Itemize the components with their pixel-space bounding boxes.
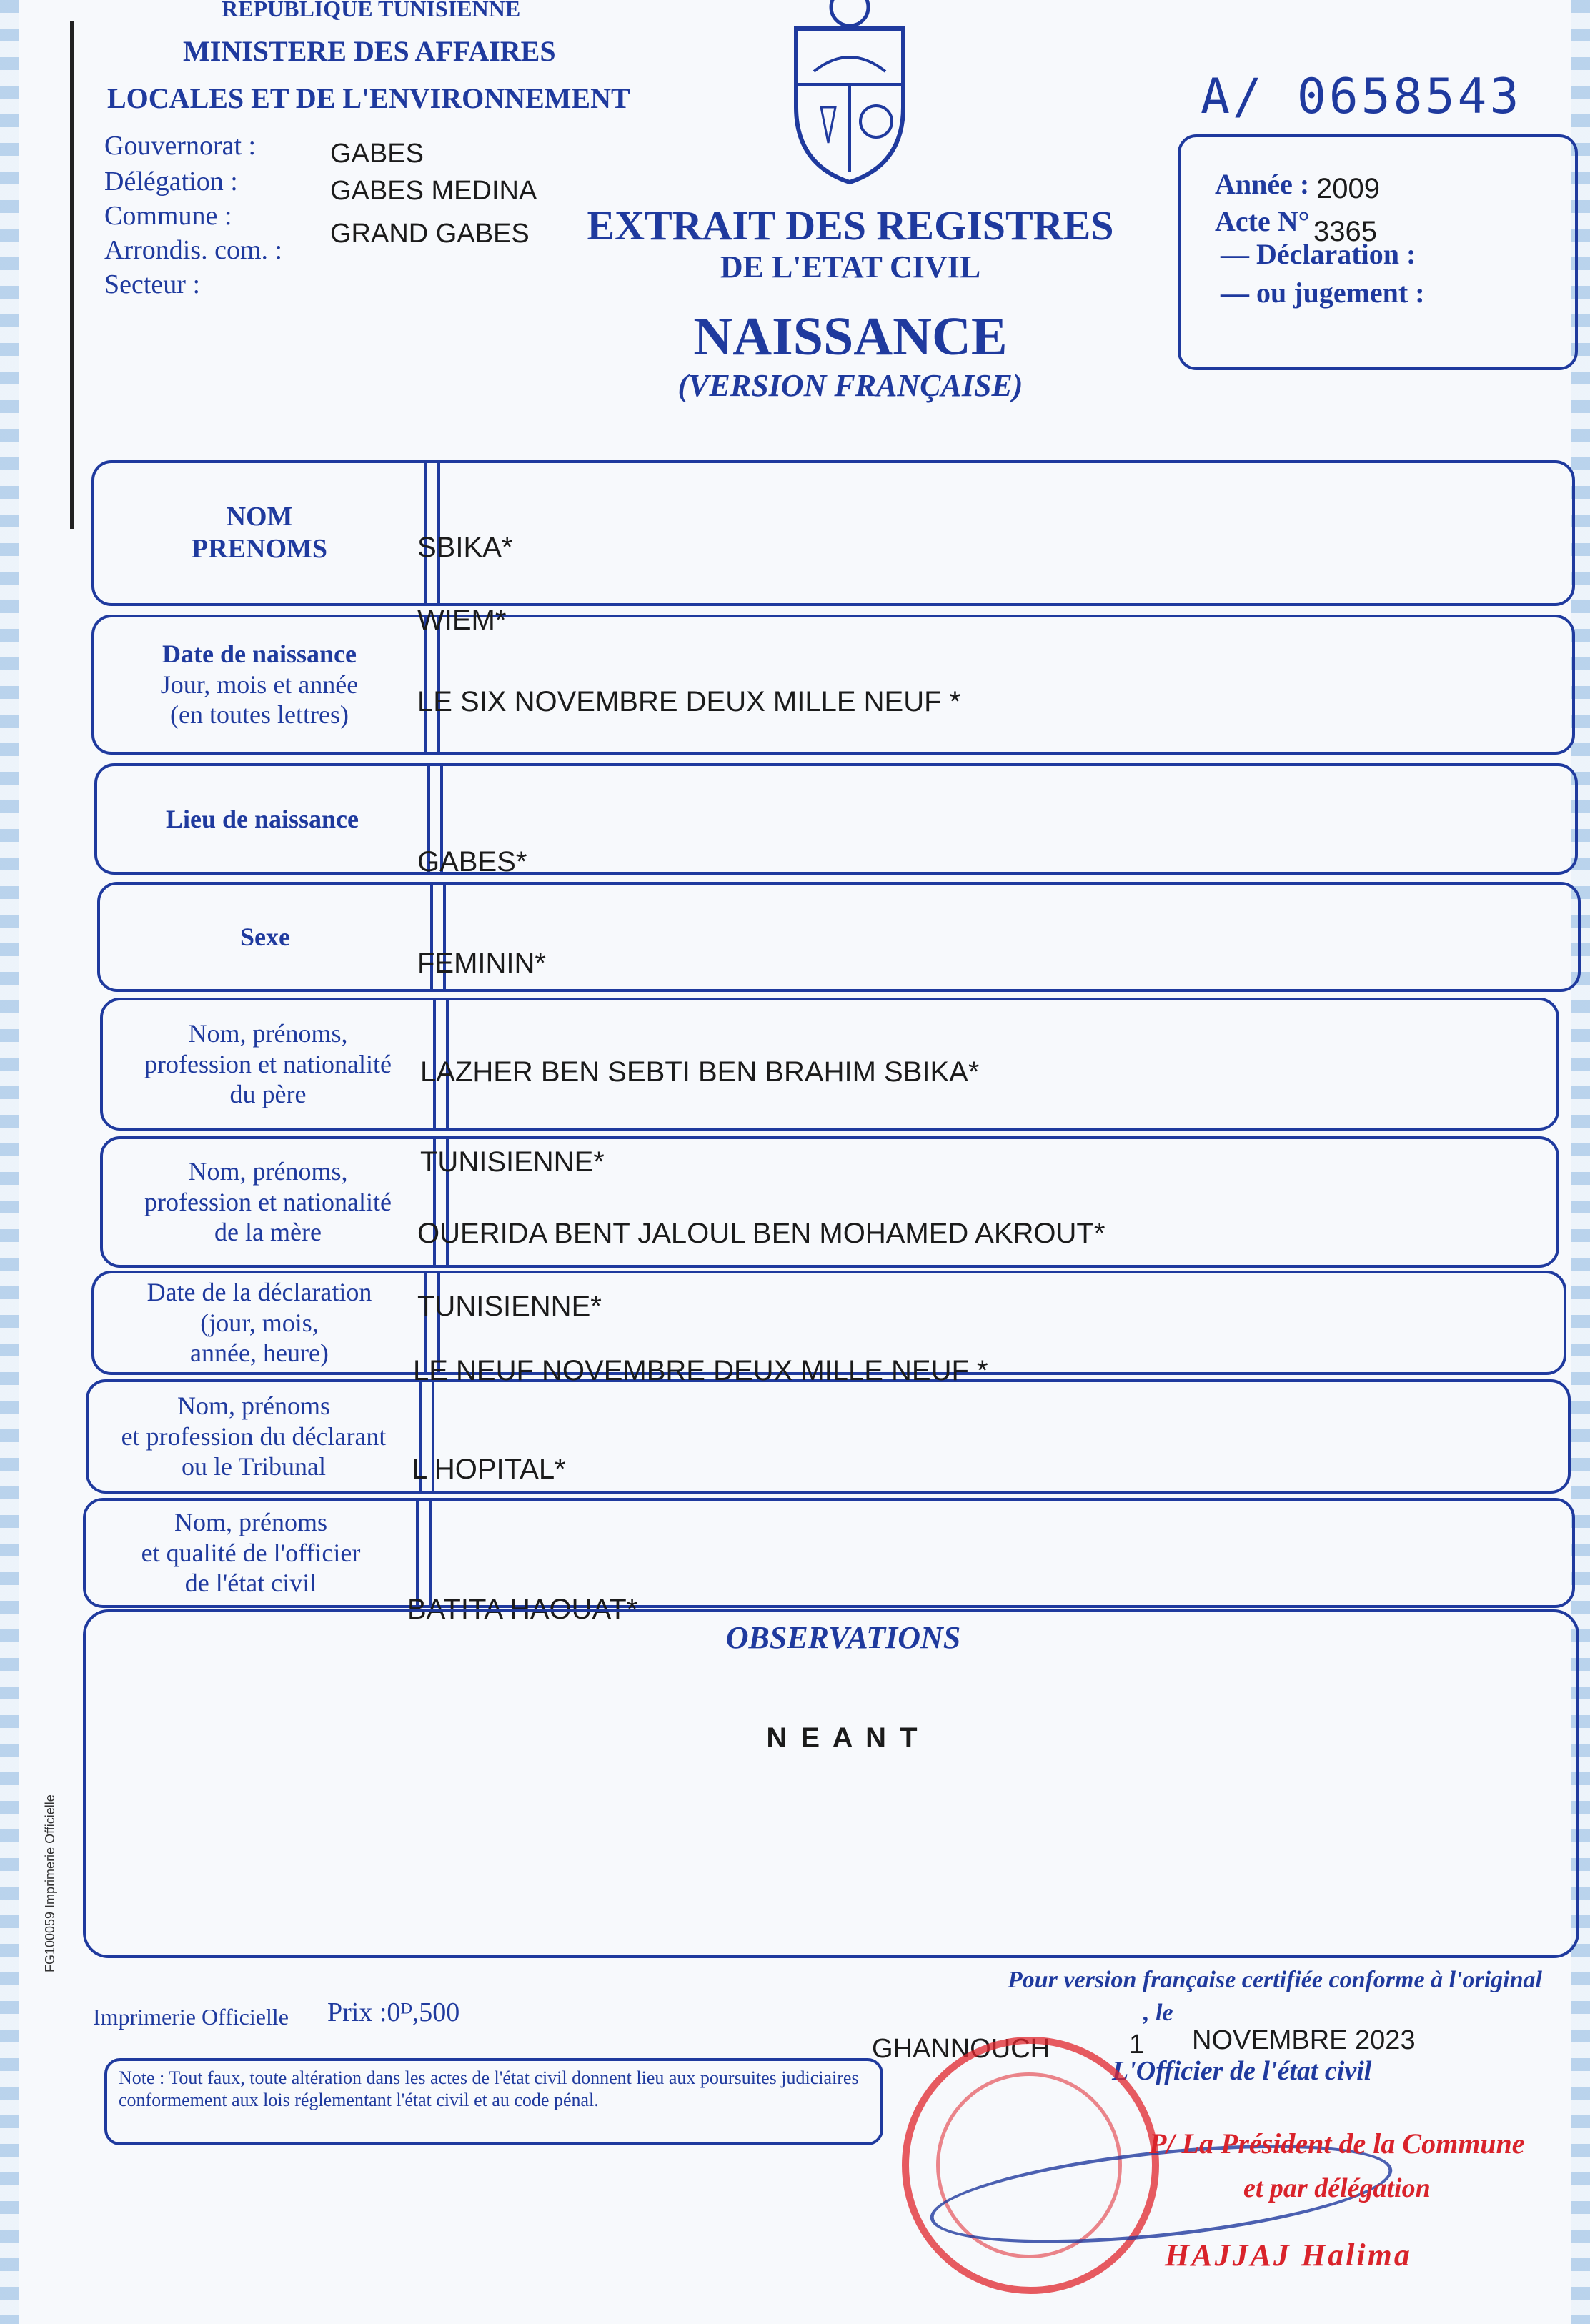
label-mere-3: de la mère — [214, 1218, 322, 1247]
observations-title: OBSERVATIONS — [725, 1620, 961, 1655]
row-label — [86, 1501, 416, 1605]
officer-title: L'Officier de l'état civil — [1112, 2056, 1372, 2086]
row-label — [94, 1273, 424, 1372]
row-date-naissance — [91, 615, 1575, 755]
entry-lieu: GABES* — [417, 846, 527, 878]
entry-pere: LAZHER BEN SEBTI BEN BRAHIM SBIKA* — [420, 1056, 980, 1088]
row-label — [103, 1000, 433, 1128]
entry-declarant: L HOPITAL* — [412, 1454, 566, 1485]
certified-statement: Pour version française certifiée conforme à l'original — [1008, 1967, 1542, 1993]
doc-title-version: (VERSION FRANÇAISE) — [677, 368, 1023, 403]
row-sexe — [97, 882, 1581, 992]
field-value-delegation: GABES MEDINA — [330, 176, 537, 206]
label-officier-2: et qualité de l'officier — [141, 1538, 361, 1567]
label-jour-mois: Jour, mois et année — [160, 670, 359, 699]
entry-nom: SBIKA* — [417, 532, 513, 563]
field-label-arrondissement: Arrondis. com. : — [104, 235, 283, 265]
label-en-lettres: (en toutes lettres) — [170, 700, 349, 730]
field-label-gouvernorat: Gouvernorat : — [104, 131, 257, 161]
label-declarant-1: Nom, prénoms — [177, 1391, 330, 1421]
doc-title-line-1: EXTRAIT DES REGISTRES — [587, 202, 1114, 249]
coat-of-arms-emblem — [782, 0, 918, 186]
legal-note: Note : Tout faux, toute altération dans les actes de l'état civil donnent lieu aux poursuites judiciaires conformement aux lois réglementant l'état civil et au code pénal. — [104, 2058, 883, 2145]
observations-value: N E A N T — [766, 1722, 920, 1754]
sign-name: HAJJAJ Halima — [1165, 2238, 1412, 2273]
side-printer-code: FG100059 Imprimerie Officielle — [43, 1794, 57, 1972]
date-le: , le — [1143, 2000, 1173, 2026]
row-label — [100, 885, 430, 989]
label-officier-3: de l'état civil — [184, 1569, 317, 1598]
field-label-commune: Commune : — [104, 201, 232, 231]
label-declaration-2: (jour, mois, — [200, 1308, 319, 1337]
year-label: Année : — [1215, 168, 1310, 200]
year-value: 2009 — [1316, 173, 1380, 204]
republic-title: REPUBLIQUE TUNISIENNE — [222, 0, 521, 21]
label-declaration-1: Date de la déclaration — [146, 1278, 372, 1307]
field-value-commune: GRAND GABES — [330, 219, 530, 249]
label-declaration-3: année, heure) — [190, 1339, 329, 1368]
page-edge-left — [0, 0, 19, 2324]
act-label: Acte N° — [1215, 205, 1310, 237]
label-prenoms: PRENOMS — [192, 534, 327, 564]
registry-box — [1178, 134, 1578, 370]
entry-sexe: FEMININ* — [417, 948, 546, 979]
observations-box — [83, 1609, 1579, 1958]
margin-rule — [70, 21, 74, 529]
row-label — [97, 766, 427, 872]
label-pere-2: profession et nationalité — [144, 1049, 392, 1078]
field-value-gouvernorat: GABES — [330, 139, 424, 169]
row-label — [94, 463, 424, 603]
entry-mere: OUERIDA BENT JALOUL BEN MOHAMED AKROUT* — [417, 1218, 1105, 1249]
row-divider — [424, 617, 440, 752]
declaration-label: — Déclaration : — [1221, 238, 1416, 270]
label-officier-1: Nom, prénoms — [174, 1508, 327, 1537]
label-date-naissance: Date de naissance — [162, 640, 357, 669]
entry-pere-nationalite: TUNISIENNE* — [420, 1146, 605, 1178]
entry-date-declaration: LE NEUF NOVEMBRE DEUX MILLE NEUF * — [413, 1355, 988, 1386]
field-label-secteur: Secteur : — [104, 269, 201, 299]
act-value: 3365 — [1313, 216, 1377, 247]
entry-date-naissance: LE SIX NOVEMBRE DEUX MILLE NEUF * — [417, 686, 961, 717]
label-pere-3: du père — [229, 1080, 307, 1109]
entry-prenom: WIEM* — [417, 605, 507, 636]
date-day: 1 — [1129, 2030, 1145, 2060]
label-mere-2: profession et nationalité — [144, 1187, 392, 1216]
label-mere-1: Nom, prénoms, — [188, 1157, 348, 1186]
doc-title-naissance: NAISSANCE — [693, 307, 1008, 367]
label-pere-1: Nom, prénoms, — [188, 1019, 348, 1048]
date-month-year: NOVEMBRE 2023 — [1192, 2025, 1416, 2055]
label-sexe: Sexe — [240, 922, 290, 951]
entry-mere-nationalite: TUNISIENNE* — [417, 1291, 602, 1322]
row-lieu-naissance — [94, 763, 1578, 875]
label-lieu: Lieu de naissance — [165, 804, 359, 833]
sign-delegation: et par délégation — [1243, 2173, 1431, 2203]
row-label — [103, 1139, 433, 1265]
row-label — [94, 617, 424, 752]
label-declarant-3: ou le Tribunal — [181, 1452, 327, 1481]
row-officier — [83, 1498, 1575, 1608]
label-declarant-2: et profession du déclarant — [121, 1421, 387, 1451]
row-declarant — [86, 1379, 1571, 1494]
label-nom: NOM — [226, 502, 293, 532]
price-label: Prix :0ᴰ,500 — [327, 1997, 460, 2027]
ministry-line-2: LOCALES ET DE L'ENVIRONNEMENT — [107, 82, 630, 114]
ministry-line-1: MINISTERE DES AFFAIRES — [183, 35, 556, 67]
serial-number: A/ 0658543 — [1201, 69, 1522, 125]
judgement-label: — ou jugement : — [1221, 277, 1425, 309]
row-divider — [416, 1501, 432, 1605]
place-name: GHANNOUCH — [872, 2034, 1050, 2064]
doc-title-line-2: DE L'ETAT CIVIL — [720, 249, 981, 284]
entry-officier: BATITA HAOUAT* — [407, 1594, 638, 1625]
row-nom-prenoms — [91, 460, 1575, 606]
sign-president: P/ La Président de la Commune — [1149, 2127, 1525, 2160]
field-label-delegation: Délégation : — [104, 167, 238, 197]
printer-label: Imprimerie Officielle — [93, 2004, 289, 2030]
row-label — [89, 1382, 419, 1491]
